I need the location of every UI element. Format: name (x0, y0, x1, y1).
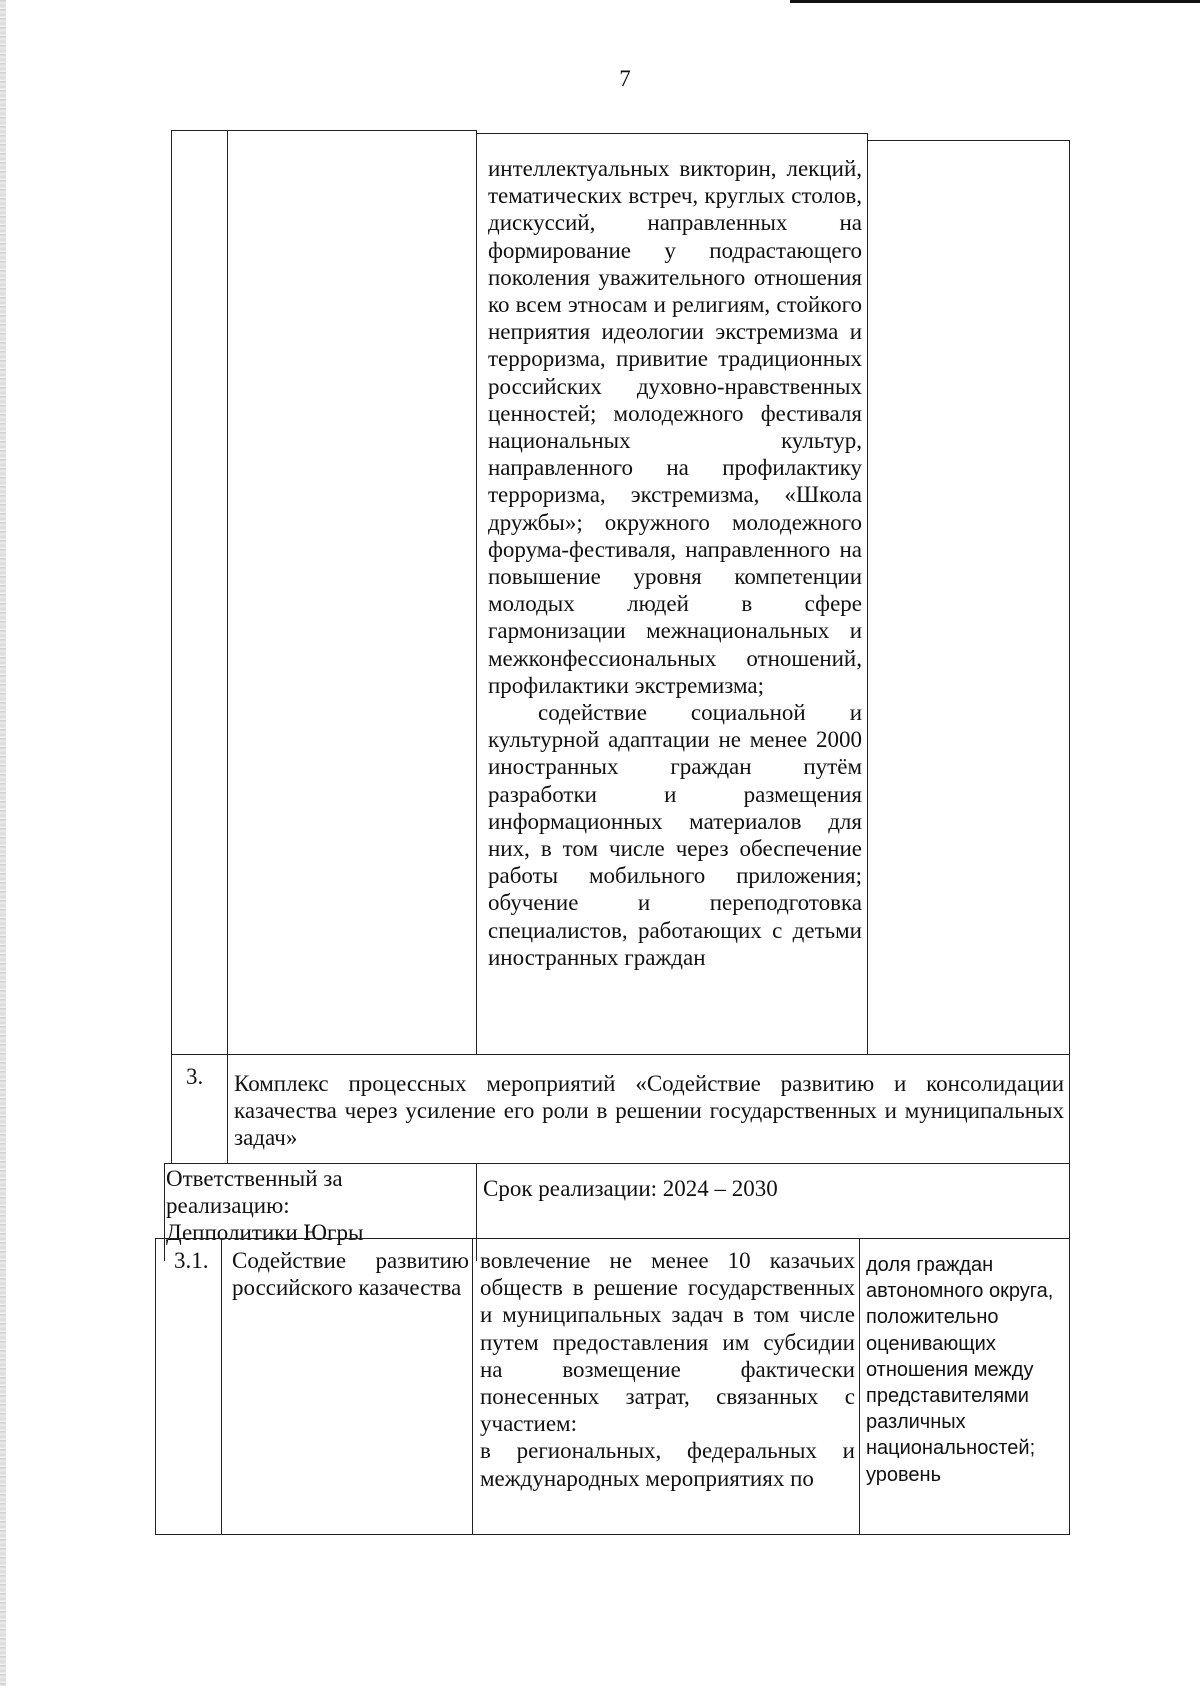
task-description-paragraph: вовлечение не менее 10 казачьих обществ в решение государственных и муниципальных задач в том числе путем предоставления им субсидии на возмещение фактически понесенных затрат, связанных с участием: (480, 1248, 855, 1437)
activities-text (488, 155, 862, 971)
period-text: Срок реализации: 2024 – 2030 (483, 1176, 778, 1201)
task-description-paragraph: в региональных, федеральных и международных мероприятиях по (480, 1438, 855, 1491)
scan-edge (0, 0, 6, 1686)
responsible-line: Депполитики Югры (166, 1220, 364, 1246)
table-row-continuation-indicator-cell (867, 140, 1070, 1055)
table-row-continuation-task-cell (227, 130, 477, 1055)
table-row-continuation-num-cell (171, 130, 228, 1055)
scan-top-mark (790, 0, 1200, 3)
task-number: 3.1. (174, 1248, 209, 1273)
activities-paragraph: интеллектуальных викторин, лекций, тематических встреч, круглых столов, дискуссий, направленных на формирование у подрастающего поколения уважительного отношения ко всем этносам и религиям, стойкого неприятия идеологии экстремизма и терроризма, привитие традиционных российских духовно-нравственных ценностей; молодежного фестиваля национальных культур, направленного на профилактику терроризма, экстремизма, «Школа дружбы»; окружного молодежного форума-фестиваля, направленного на повышение уровня компетенции молодых людей в сфере гармонизации межнациональных и межконфессиональных отношений, профилактики экстремизма; (488, 156, 862, 698)
responsible-line: реализацию: (166, 1193, 290, 1219)
task-name: Содействие развитию российского казачества (232, 1248, 469, 1301)
responsible-line: Ответственный за (166, 1166, 343, 1191)
task-description (480, 1247, 855, 1492)
responsible-text (166, 1165, 466, 1247)
section-title: Комплекс процессных мероприятий «Содействие развитию и консолидации казачества через усиление его роли в решении государственных и муниципальных задач» (234, 1071, 1064, 1151)
page-number: 7 (619, 66, 631, 91)
activities-paragraph: содействие социальной и культурной адаптации не менее 2000 иностранных граждан путём разработки и размещения информационных материалов для них, в том числе через обеспечение работы мобильного приложения; обучение и переподготовка специалистов, работающих с детьми иностранных граждан (488, 700, 862, 970)
section-number: 3. (186, 1064, 204, 1089)
task-indicator: доля граждан автономного округа, положительно оценивающих отношения между представителями различных национальностей; уровень (866, 1254, 1054, 1486)
task-number-cell (155, 1238, 222, 1535)
